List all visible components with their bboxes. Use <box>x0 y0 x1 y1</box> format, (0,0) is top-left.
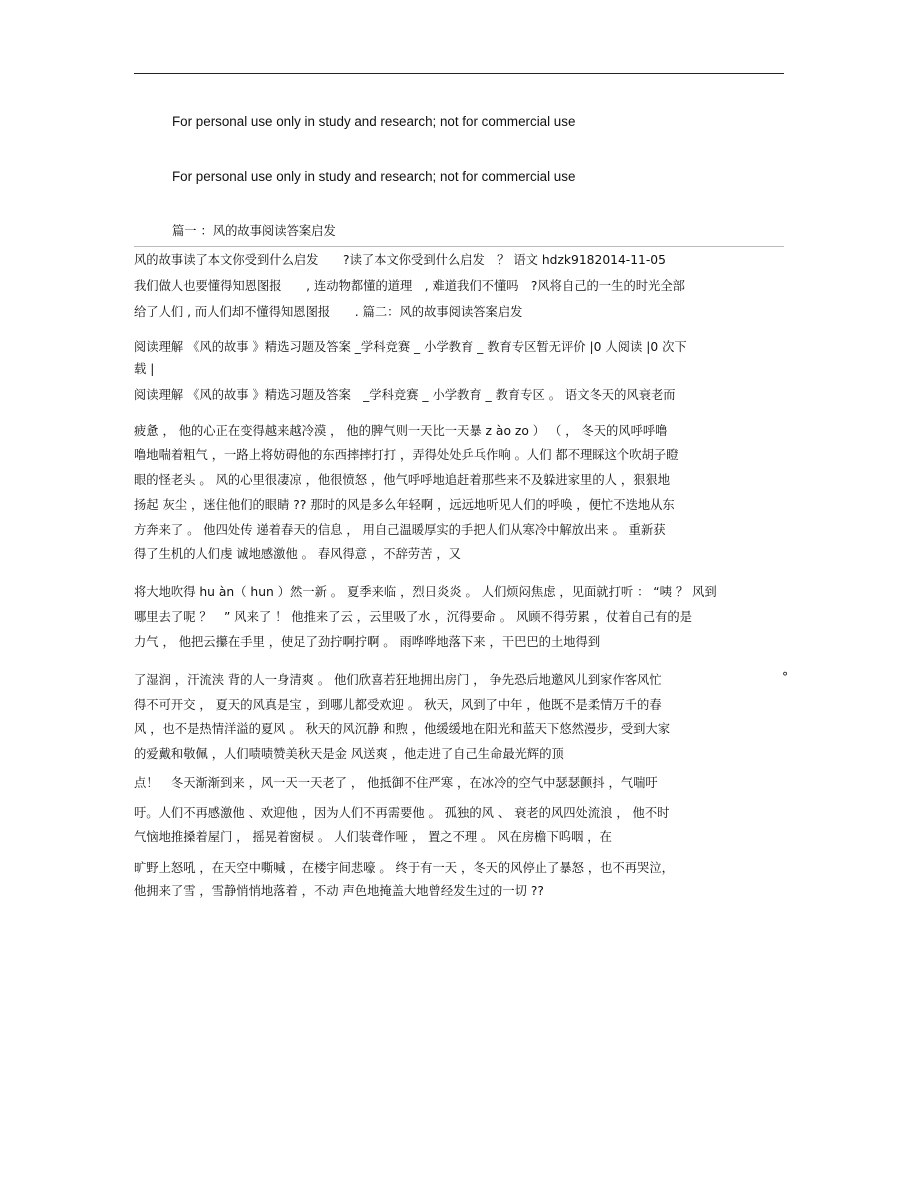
body-line: 风的故事读了本文你受到什么启发 ?读了本文你受到什么启发 ？ 语文 hdzk9182014-11-05 <box>134 253 666 267</box>
body-line: 得了生机的人们虔 诚地感激他 。 春风得意 ，不辞劳苦 ，又 <box>134 547 461 561</box>
body-line: 给了人们 , 而人们却不懂得知恩图报 . 篇二：风的故事阅读答案启发 <box>134 305 523 319</box>
section-divider <box>134 246 784 247</box>
body-line: 的爱戴和敬佩 ，人们啧啧赞美秋天是金 风送爽 ，他走进了自己生命最光辉的顶 <box>134 747 564 761</box>
body-line: 载 | <box>134 362 155 376</box>
body-line: 风 ，也不是热情洋溢的夏风 。 秋天的风沉静 和煦 ，他缓缓地在阳光和蓝天下悠然漫步，受到大家 <box>134 722 671 736</box>
body-line: 我们做人也要懂得知恩图报 , 连动物都懂的道理 , 难道我们不懂吗 ?风将自己的一生的时光全部 <box>134 279 685 293</box>
body-line: 噜地喘着粗气 ，一路上将妨碍他的东西摔摔打打 ，弄得处处乒乓作响 。人们 都不理睬这个吹胡子瞪 <box>134 448 679 462</box>
body-line: 得不可开交 ， 夏天的风真是宝 ，到哪儿都受欢迎 。 秋天，风到了中年 ，他既不是柔情万千的春 <box>134 698 662 712</box>
body-line: 气恼地推搡着屋门 ， 摇晃着窗棂 。 人们装聋作哑 ， 置之不理 。 风在房檐下呜咽 ，在 <box>134 830 612 844</box>
body-line: 眼的怪老头 。 风的心里很凄凉 ，他很愤怒 ，他气呼呼地追赶着那些来不及躲进家里的人 ，狠狠地 <box>134 473 671 487</box>
body-line: 阅读理解 《风的故事 》精选习题及答案 _学科竞赛 _ 小学教育 _ 教育专区暂无评价 |0 人阅读 |0 次下 <box>134 340 687 354</box>
stray-mark: ° <box>782 670 789 684</box>
body-line: 吁。人们不再感激他 、欢迎他 ，因为人们不再需要他 。 孤独的风 、 衰老的风四处流浪 ， 他不时 <box>134 806 670 820</box>
body-line: 他拥来了雪 ，雪静悄悄地落着 ，不动 声色地掩盖大地曾经发生过的一切 ?? <box>134 884 544 898</box>
body-line: 扬起 灰尘 ，迷住他们的眼睛 ?? 那时的风是多么年轻啊 ，远远地听见人们的呼唤 ，便忙不迭地从东 <box>134 498 675 512</box>
usage-notice-2: For personal use only in study and research; not for commercial use <box>172 169 576 184</box>
body-line: 旷野上怒吼 ，在天空中嘶喊 ，在楼宇间悲嚎 。 终于有一天 ，冬天的风停止了暴怒 ，也不再哭泣， <box>134 861 674 875</box>
body-line: 点！ 冬天渐渐到来 ，风一天一天老了 ， 他抵御不住严寒 ，在冰冷的空气中瑟瑟颤抖 ，气喘吁 <box>134 776 658 790</box>
body-line: 了湿润 ，汗流浃 背的人一身清爽 。 他们欣喜若狂地拥出房门 ， 争先恐后地邀风儿到家作客风忙 <box>134 673 662 687</box>
usage-notice-1: For personal use only in study and research; not for commercial use <box>172 114 576 129</box>
body-line: 阅读理解 《风的故事 》精选习题及答案 _学科竞赛 _ 小学教育 _ 教育专区 。 语文冬天的风衰老而 <box>134 388 676 402</box>
body-line: 哪里去了呢 ？ ” 风来了 ！ 他推来了云 ，云里吸了水 ，沉得要命 。 风顾不得劳累 ，仗着自己有的是 <box>134 610 693 624</box>
body-line: 方奔来了 。 他四处传 递着春天的信息 ， 用自己温暖厚实的手把人们从寒冷中解放出来 。 重新获 <box>134 523 666 537</box>
body-line: 将大地吹得 hu àn（ hun ）然一新 。 夏季来临 ，烈日炎炎 。 人们烦闷焦虑 ，见面就打听 ： “咦 ？ 风到 <box>134 585 717 599</box>
body-line: 力气 ， 他把云攥在手里 ，使足了劲拧啊拧啊 。 雨哗哗地落下来 ，干巴巴的土地得到 <box>134 635 601 649</box>
section-title: 篇一 ：风的故事阅读答案启发 <box>172 224 336 238</box>
top-rule <box>134 73 784 74</box>
body-line: 疲惫 ， 他的心正在变得越来越冷漠 ， 他的脾气则一天比一天暴 z ào zo ） （ ， 冬天的风呼呼噜 <box>134 424 668 438</box>
